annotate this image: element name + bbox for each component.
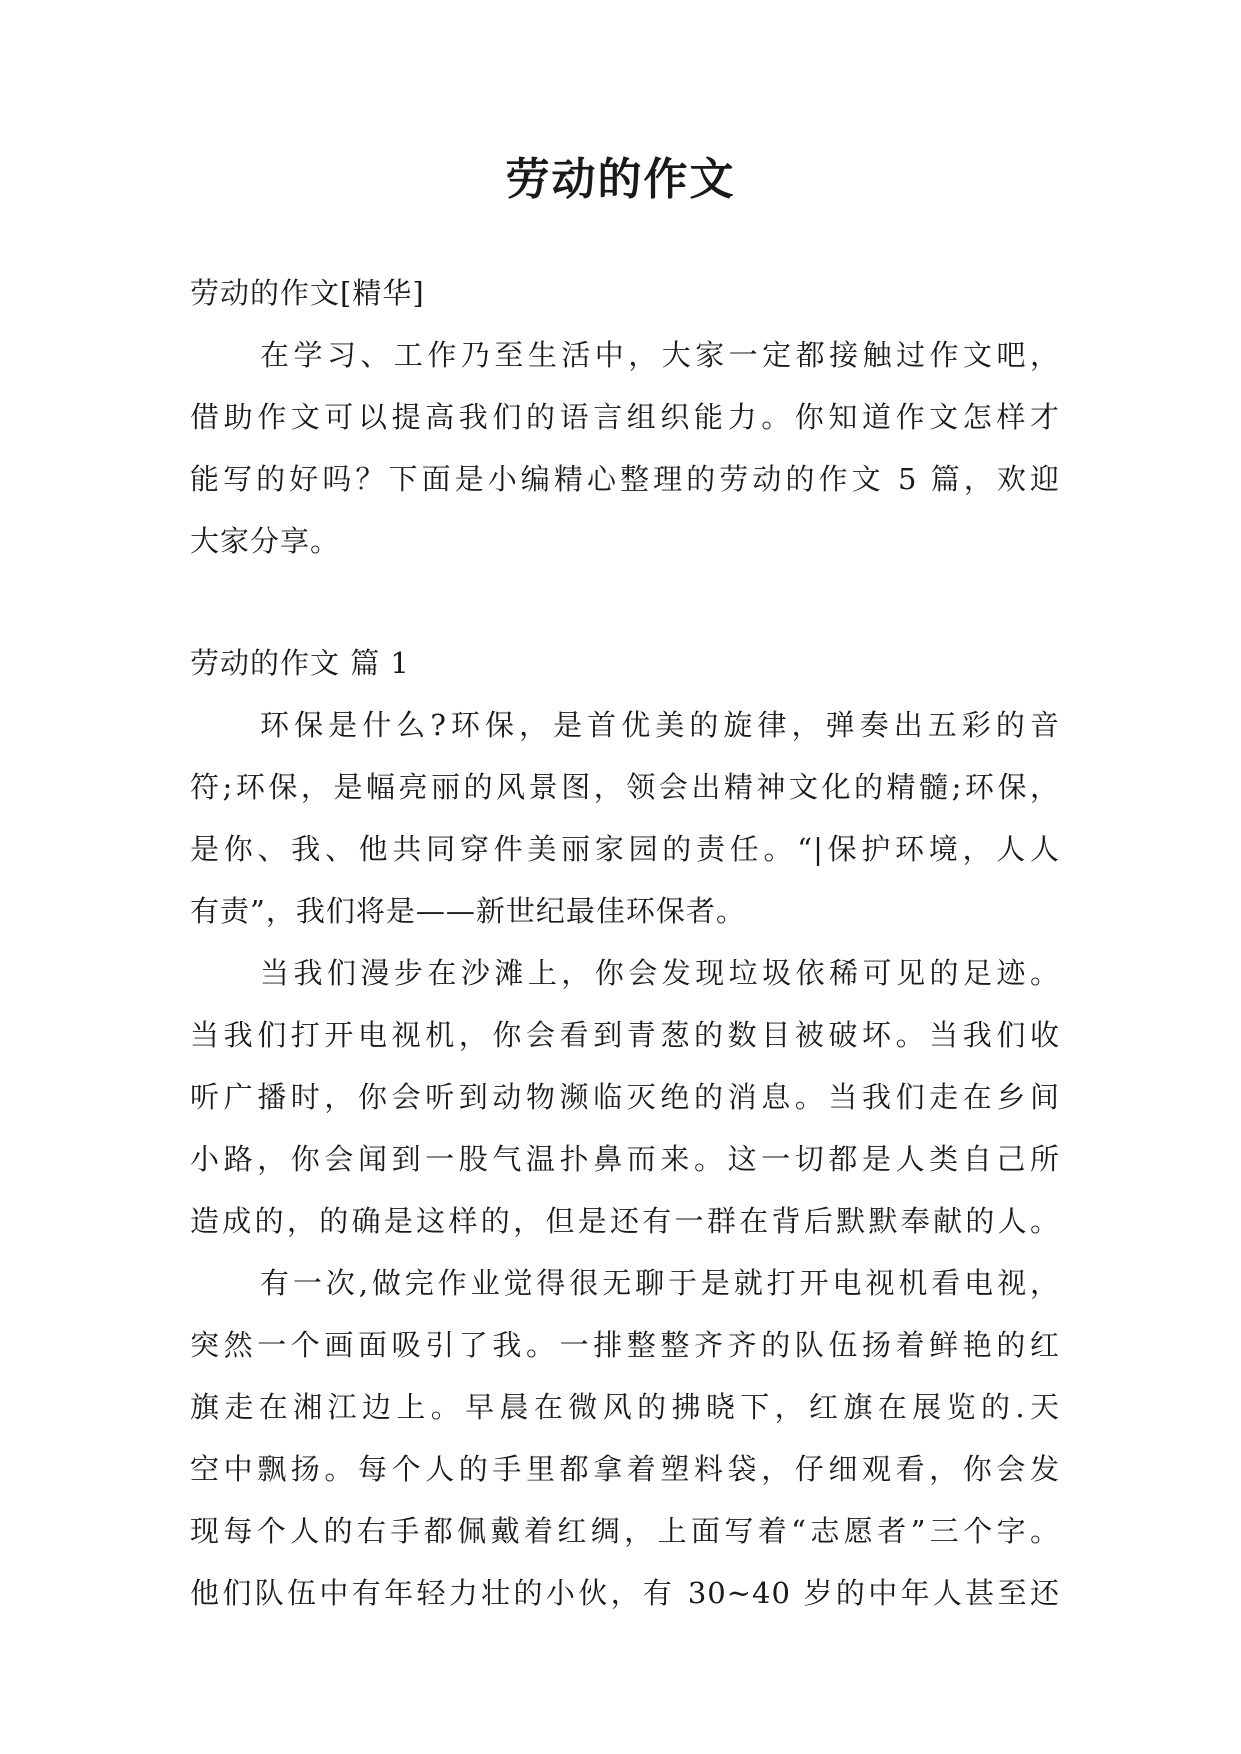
text-line: 有责”，我们将是——新世纪最佳环保者。 [190,894,746,928]
document-body [190,262,1060,1624]
text-line: 当我们漫步在沙滩上，你会发现垃圾依稀可见的足迹。 [260,956,1060,990]
text-line: 他们队伍中有年轻力壮的小伙，有 30~40 岁的中年人甚至还 [190,1576,1060,1610]
text-line: 在学习、工作乃至生活中，大家一定都接触过作文吧， [260,338,1060,372]
text-line: 突然一个画面吸引了我。一排整整齐齐的队伍扬着鲜艳的红 [190,1328,1060,1362]
paragraph-3 [190,1252,1060,1624]
text-line: 能写的好吗？下面是小编精心整理的劳动的作文 5 篇，欢迎 [190,462,1060,496]
text-line: 符;环保，是幅亮丽的风景图，领会出精神文化的精髓;环保， [190,770,1060,804]
text-line: 环保是什么?环保，是首优美的旋律，弹奏出五彩的音 [260,708,1060,742]
text-line: 借助作文可以提高我们的语言组织能力。你知道作文怎样才 [190,400,1060,434]
section-heading: 劳动的作文 篇 1 [190,646,410,680]
paragraph-2 [190,942,1060,1252]
subtitle: 劳动的作文[精华] [190,276,425,310]
text-line: 有一次,做完作业觉得很无聊于是就打开电视机看电视， [260,1266,1060,1300]
text-line: 造成的，的确是这样的，但是还有一群在背后默默奉献的人。 [190,1204,1060,1238]
text-line: 旗走在湘江边上。早晨在微风的拂晓下，红旗在展览的.天 [190,1390,1060,1424]
text-line: 大家分享。 [190,524,341,558]
text-line: 是你、我、他共同穿件美丽家园的责任。“|保护环境，人人 [190,832,1060,866]
text-line: 当我们打开电视机，你会看到青葱的数目被破坏。当我们收 [190,1018,1060,1052]
text-line: 听广播时，你会听到动物濒临灭绝的消息。当我们走在乡间 [190,1080,1060,1114]
section-gap [190,572,1060,632]
text-line: 空中飘扬。每个人的手里都拿着塑料袋，仔细观看，你会发 [190,1452,1060,1486]
text-line: 现每个人的右手都佩戴着红绸，上面写着“志愿者”三个字。 [190,1514,1060,1548]
intro-paragraph [190,324,1060,572]
text-line: 小路，你会闻到一股气温扑鼻而来。这一切都是人类自己所 [190,1142,1060,1176]
paragraph-1 [190,694,1060,942]
page-title: 劳动的作文 [505,154,736,205]
